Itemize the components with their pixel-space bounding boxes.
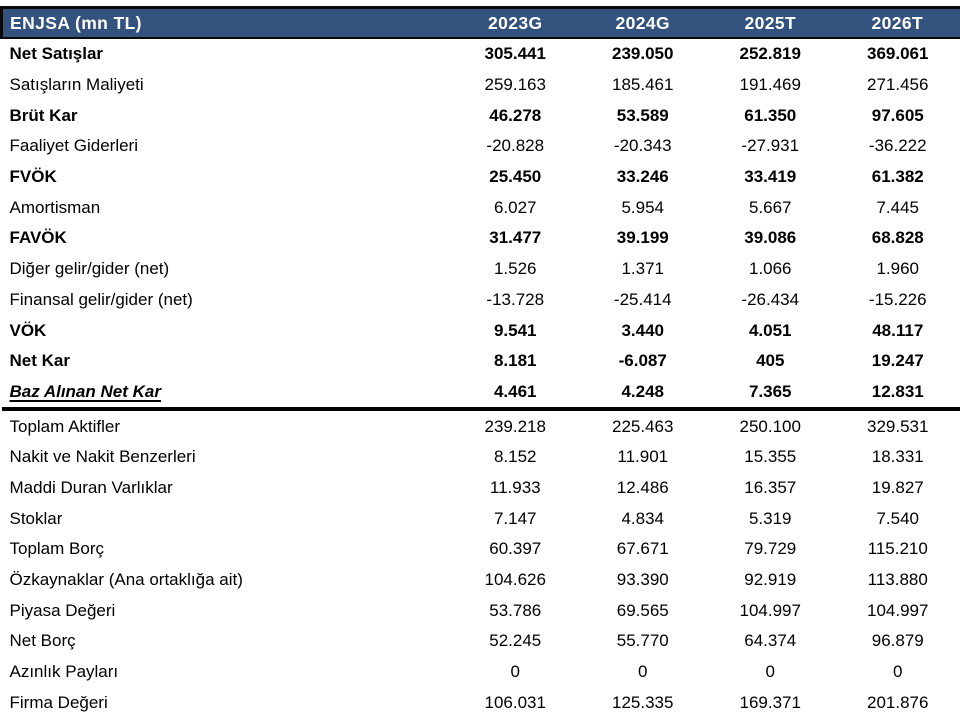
table-row bbox=[2, 346, 960, 377]
cell-value: 15.355 bbox=[744, 447, 797, 467]
cell-value: 67.671 bbox=[616, 539, 669, 559]
cell-value: 239.050 bbox=[612, 44, 674, 64]
cell-value: 33.419 bbox=[744, 167, 797, 187]
cell-value: 0 bbox=[638, 662, 648, 682]
cell-value: 18.331 bbox=[871, 447, 924, 467]
income-statement-section bbox=[2, 38, 960, 409]
cell-value: 8.152 bbox=[493, 447, 537, 467]
cell-value: 8.181 bbox=[493, 351, 537, 371]
table-row bbox=[2, 657, 960, 688]
cell-value: 185.461 bbox=[612, 75, 674, 95]
table-row bbox=[2, 38, 960, 70]
table-row bbox=[2, 100, 960, 131]
cell-value: 79.729 bbox=[744, 539, 797, 559]
cell-value: 53.786 bbox=[489, 600, 542, 620]
column-header-2026t: 2026T bbox=[834, 8, 960, 39]
cell-value: 7.445 bbox=[876, 197, 920, 217]
cell-value: 68.828 bbox=[871, 228, 924, 248]
cell-value: 0 bbox=[510, 662, 520, 682]
table-row bbox=[2, 131, 960, 162]
row-label: Faaliyet Giderleri bbox=[9, 136, 138, 156]
cell-value: 19.827 bbox=[871, 477, 924, 497]
cell-value: 329.531 bbox=[867, 416, 929, 436]
row-label: Stoklar bbox=[9, 508, 63, 528]
cell-value: 115.210 bbox=[867, 539, 928, 559]
table-row bbox=[2, 473, 960, 504]
cell-value: 11.901 bbox=[617, 447, 669, 467]
cell-value: -25.414 bbox=[613, 289, 672, 309]
table-row bbox=[2, 626, 960, 657]
cell-value: 104.997 bbox=[739, 600, 801, 620]
cell-value: 11.933 bbox=[489, 477, 541, 497]
cell-value: 405 bbox=[756, 351, 785, 371]
cell-value: 305.441 bbox=[484, 44, 546, 64]
cell-value: 125.335 bbox=[612, 692, 674, 712]
financials-table bbox=[0, 6, 960, 716]
cell-value: 3.440 bbox=[621, 320, 665, 340]
cell-value: 46.278 bbox=[489, 105, 542, 125]
row-label: Baz Alınan Net Kar bbox=[2, 377, 452, 410]
cell-value: 4.834 bbox=[621, 508, 665, 528]
cell-value: -13.728 bbox=[486, 289, 545, 309]
cell-value: 92.919 bbox=[744, 570, 797, 590]
table-header bbox=[2, 8, 960, 39]
row-label: Net Borç bbox=[9, 631, 76, 651]
row-label: Amortisman bbox=[9, 197, 101, 217]
cell-value: 48.117 bbox=[872, 320, 924, 340]
cell-value: 0 bbox=[765, 662, 775, 682]
row-label: Toplam Aktifler bbox=[9, 416, 121, 436]
cell-value: 19.247 bbox=[871, 351, 924, 371]
cell-value: 201.876 bbox=[867, 692, 929, 712]
cell-value: 4.051 bbox=[748, 320, 792, 340]
cell-value: 33.246 bbox=[616, 167, 669, 187]
cell-value: 60.397 bbox=[489, 539, 542, 559]
column-header-2024g: 2024G bbox=[579, 8, 707, 39]
header-row bbox=[2, 8, 960, 39]
cell-value: 104.997 bbox=[867, 600, 929, 620]
cell-value: 106.031 bbox=[484, 692, 546, 712]
row-label: Piyasa Değeri bbox=[9, 600, 116, 620]
cell-value: -20.828 bbox=[486, 136, 545, 156]
cell-value: 252.819 bbox=[739, 44, 801, 64]
row-label: VÖK bbox=[9, 320, 47, 340]
row-label: Brüt Kar bbox=[9, 105, 78, 125]
cell-value: 1.066 bbox=[748, 259, 792, 279]
cell-value: 225.463 bbox=[612, 416, 674, 436]
cell-value: 6.027 bbox=[493, 197, 537, 217]
balance-sheet-section bbox=[2, 409, 960, 716]
cell-value: 25.450 bbox=[489, 167, 542, 187]
table-title: ENJSA (mn TL) bbox=[2, 8, 452, 39]
row-label: FAVÖK bbox=[9, 228, 67, 248]
row-label: Satışların Maliyeti bbox=[9, 75, 144, 95]
cell-value: 93.390 bbox=[616, 570, 669, 590]
cell-value: 113.880 bbox=[867, 570, 928, 590]
cell-value: 4.248 bbox=[579, 377, 707, 410]
row-label: Diğer gelir/gider (net) bbox=[9, 259, 170, 279]
row-label: Toplam Borç bbox=[9, 539, 104, 559]
cell-value: 39.199 bbox=[616, 228, 669, 248]
cell-value: 39.086 bbox=[744, 228, 797, 248]
cell-value: -20.343 bbox=[613, 136, 672, 156]
row-label: Net Kar bbox=[9, 351, 70, 371]
cell-value: 55.770 bbox=[616, 631, 669, 651]
cell-value: 191.469 bbox=[739, 75, 801, 95]
cell-value: 52.245 bbox=[489, 631, 542, 651]
table-row bbox=[2, 315, 960, 346]
row-label: FVÖK bbox=[9, 167, 57, 187]
table-row bbox=[2, 534, 960, 565]
cell-value: 5.319 bbox=[748, 508, 792, 528]
cell-value: 53.589 bbox=[616, 105, 669, 125]
cell-value: 12.831 bbox=[834, 377, 960, 410]
table-row bbox=[2, 223, 960, 254]
cell-value: 271.456 bbox=[867, 75, 929, 95]
table-row bbox=[2, 503, 960, 534]
cell-value: 7.365 bbox=[707, 377, 835, 410]
table-row bbox=[2, 285, 960, 316]
cell-value: 1.526 bbox=[493, 259, 537, 279]
row-label: Finansal gelir/gider (net) bbox=[9, 289, 193, 309]
cell-value: 97.605 bbox=[871, 105, 924, 125]
cell-value: 4.461 bbox=[452, 377, 580, 410]
row-label: Net Satışlar bbox=[9, 44, 104, 64]
table-row bbox=[2, 687, 960, 716]
cell-value: 239.218 bbox=[484, 416, 546, 436]
row-label: Maddi Duran Varlıklar bbox=[9, 477, 173, 497]
table-row bbox=[2, 409, 960, 442]
cell-value: 16.357 bbox=[744, 477, 797, 497]
cell-value: -36.222 bbox=[868, 136, 927, 156]
cell-value: -27.931 bbox=[741, 136, 800, 156]
cell-value: 259.163 bbox=[484, 75, 546, 95]
row-label: Özkaynaklar (Ana ortaklığa ait) bbox=[9, 570, 243, 590]
cell-value: 5.667 bbox=[748, 197, 792, 217]
cell-value: 69.565 bbox=[616, 600, 669, 620]
cell-value: 64.374 bbox=[744, 631, 797, 651]
row-label: Nakit ve Nakit Benzerleri bbox=[9, 447, 196, 467]
cell-value: 7.540 bbox=[876, 508, 920, 528]
table-row bbox=[2, 595, 960, 626]
column-header-2023g: 2023G bbox=[452, 8, 580, 39]
cell-value: -15.226 bbox=[868, 289, 927, 309]
cell-value: 12.486 bbox=[616, 477, 669, 497]
cell-value: 250.100 bbox=[739, 416, 801, 436]
column-header-2025t: 2025T bbox=[707, 8, 835, 39]
cell-value: 96.879 bbox=[871, 631, 924, 651]
cell-value: 61.350 bbox=[744, 105, 797, 125]
table-row bbox=[2, 70, 960, 101]
cell-value: 104.626 bbox=[484, 570, 546, 590]
table-row bbox=[2, 162, 960, 193]
table-row bbox=[2, 442, 960, 473]
cell-value: -26.434 bbox=[741, 289, 800, 309]
table-row bbox=[2, 377, 960, 410]
table-row bbox=[2, 565, 960, 596]
cell-value: 7.147 bbox=[493, 508, 537, 528]
cell-value: 169.371 bbox=[739, 692, 801, 712]
table-row bbox=[2, 254, 960, 285]
cell-value: 0 bbox=[893, 662, 903, 682]
cell-value: -6.087 bbox=[618, 351, 667, 371]
table-row bbox=[2, 192, 960, 223]
cell-value: 1.960 bbox=[876, 259, 920, 279]
cell-value: 5.954 bbox=[621, 197, 665, 217]
cell-value: 9.541 bbox=[493, 320, 537, 340]
cell-value: 369.061 bbox=[867, 44, 929, 64]
row-label: Azınlık Payları bbox=[9, 662, 119, 682]
row-label: Firma Değeri bbox=[9, 692, 108, 712]
cell-value: 1.371 bbox=[621, 259, 665, 279]
cell-value: 61.382 bbox=[871, 167, 924, 187]
cell-value: 31.477 bbox=[489, 228, 542, 248]
